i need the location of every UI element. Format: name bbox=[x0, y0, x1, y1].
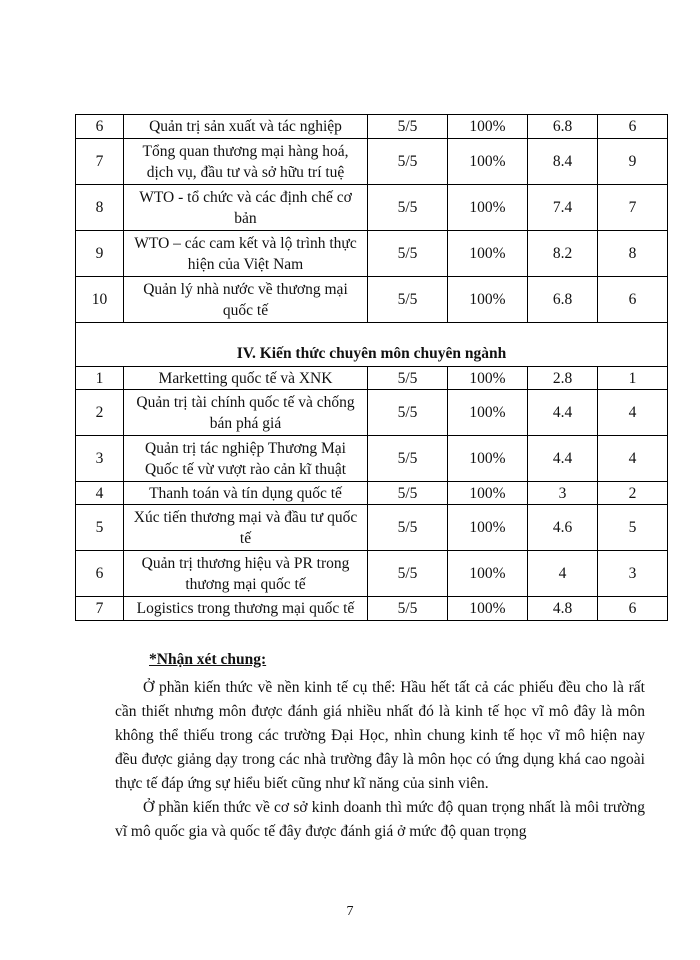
average-cell: 6.8 bbox=[528, 277, 598, 323]
rank-cell: 6 bbox=[598, 597, 668, 621]
subject-name: Logistics trong thương mại quốc tế bbox=[124, 597, 368, 621]
average-cell: 4.8 bbox=[528, 597, 598, 621]
remarks-heading: *Nhận xét chung: bbox=[149, 651, 267, 668]
table-row bbox=[76, 277, 668, 323]
section-row bbox=[76, 323, 668, 367]
rank-cell: 9 bbox=[598, 139, 668, 185]
row-number: 6 bbox=[76, 551, 124, 597]
general-remarks bbox=[115, 648, 645, 844]
rank-cell: 3 bbox=[598, 551, 668, 597]
score-cell: 5/5 bbox=[368, 505, 448, 551]
subject-name: Quản trị tài chính quốc tế và chống bán phá giá bbox=[124, 390, 368, 436]
percent-cell: 100% bbox=[448, 231, 528, 277]
subject-name: Tổng quan thương mại hàng hoá, dịch vụ, đầu tư và sở hữu trí tuệ bbox=[124, 139, 368, 185]
rank-cell: 4 bbox=[598, 390, 668, 436]
row-number: 10 bbox=[76, 277, 124, 323]
survey-table bbox=[75, 114, 668, 621]
percent-cell: 100% bbox=[448, 551, 528, 597]
rank-cell: 8 bbox=[598, 231, 668, 277]
table-row bbox=[76, 482, 668, 505]
percent-cell: 100% bbox=[448, 367, 528, 390]
table-row bbox=[76, 551, 668, 597]
score-cell: 5/5 bbox=[368, 277, 448, 323]
subject-name: Quản trị sản xuất và tác nghiệp bbox=[124, 115, 368, 139]
average-cell: 4.4 bbox=[528, 390, 598, 436]
average-cell: 7.4 bbox=[528, 185, 598, 231]
section-title: IV. Kiến thức chuyên môn chuyên ngành bbox=[76, 323, 668, 367]
average-cell: 4.4 bbox=[528, 436, 598, 482]
row-number: 7 bbox=[76, 597, 124, 621]
table-row bbox=[76, 390, 668, 436]
page-number: 7 bbox=[346, 904, 354, 919]
row-number: 2 bbox=[76, 390, 124, 436]
table-row bbox=[76, 139, 668, 185]
row-number: 6 bbox=[76, 115, 124, 139]
percent-cell: 100% bbox=[448, 597, 528, 621]
average-cell: 3 bbox=[528, 482, 598, 505]
score-cell: 5/5 bbox=[368, 367, 448, 390]
table-row bbox=[76, 367, 668, 390]
subject-name: Quản trị thương hiệu và PR trong thương mại quốc tế bbox=[124, 551, 368, 597]
row-number: 4 bbox=[76, 482, 124, 505]
score-cell: 5/5 bbox=[368, 482, 448, 505]
table-row bbox=[76, 185, 668, 231]
table-row bbox=[76, 597, 668, 621]
percent-cell: 100% bbox=[448, 185, 528, 231]
average-cell: 4.6 bbox=[528, 505, 598, 551]
score-cell: 5/5 bbox=[368, 139, 448, 185]
row-number: 5 bbox=[76, 505, 124, 551]
rank-cell: 1 bbox=[598, 367, 668, 390]
score-cell: 5/5 bbox=[368, 551, 448, 597]
table-row bbox=[76, 115, 668, 139]
subject-name: Quản lý nhà nước về thương mại quốc tế bbox=[124, 277, 368, 323]
rank-cell: 5 bbox=[598, 505, 668, 551]
score-cell: 5/5 bbox=[368, 436, 448, 482]
row-number: 3 bbox=[76, 436, 124, 482]
average-cell: 4 bbox=[528, 551, 598, 597]
subject-name: Thanh toán và tín dụng quốc tế bbox=[124, 482, 368, 505]
subject-name: Quản trị tác nghiệp Thương Mại Quốc tế vừ vượt rào cản kĩ thuật bbox=[124, 436, 368, 482]
rank-cell: 7 bbox=[598, 185, 668, 231]
row-number: 1 bbox=[76, 367, 124, 390]
score-cell: 5/5 bbox=[368, 115, 448, 139]
subject-name: WTO - tổ chức và các định chế cơ bản bbox=[124, 185, 368, 231]
percent-cell: 100% bbox=[448, 390, 528, 436]
average-cell: 8.4 bbox=[528, 139, 598, 185]
remarks-paragraph: Ở phần kiến thức về cơ sở kinh doanh thì mức độ quan trọng nhất là môi trường vĩ mô quốc gia và quốc tế đây được đánh giá ở mức độ quan trọng bbox=[115, 799, 645, 840]
row-number: 9 bbox=[76, 231, 124, 277]
rank-cell: 4 bbox=[598, 436, 668, 482]
rank-cell: 6 bbox=[598, 277, 668, 323]
score-cell: 5/5 bbox=[368, 231, 448, 277]
subject-name: Xúc tiến thương mại và đầu tư quốc tế bbox=[124, 505, 368, 551]
subject-name: Marketting quốc tế và XNK bbox=[124, 367, 368, 390]
subject-name: WTO – các cam kết và lộ trình thực hiện của Việt Nam bbox=[124, 231, 368, 277]
table-row bbox=[76, 436, 668, 482]
percent-cell: 100% bbox=[448, 482, 528, 505]
table-row bbox=[76, 505, 668, 551]
score-cell: 5/5 bbox=[368, 597, 448, 621]
table-row bbox=[76, 231, 668, 277]
row-number: 7 bbox=[76, 139, 124, 185]
percent-cell: 100% bbox=[448, 139, 528, 185]
row-number: 8 bbox=[76, 185, 124, 231]
percent-cell: 100% bbox=[448, 505, 528, 551]
score-cell: 5/5 bbox=[368, 185, 448, 231]
rank-cell: 6 bbox=[598, 115, 668, 139]
percent-cell: 100% bbox=[448, 277, 528, 323]
percent-cell: 100% bbox=[448, 115, 528, 139]
score-cell: 5/5 bbox=[368, 390, 448, 436]
average-cell: 6.8 bbox=[528, 115, 598, 139]
percent-cell: 100% bbox=[448, 436, 528, 482]
remarks-paragraph: Ở phần kiến thức về nền kinh tế cụ thể: Hầu hết tất cả các phiếu đều cho là rất cần thiết nhưng môn được đánh giá nhiều nhất đó là kinh tế học vĩ mô đây là môn không thể thiếu trong các trường Đại Học, nhìn chung kinh tế học vĩ mô hiện nay đều được giảng dạy trong các nhà trường đây là môn học có ứng dụng khá cao ngoài thực tế đáp ứng sự hiểu biết cũng như kĩ năng của sinh viên. bbox=[115, 679, 645, 792]
rank-cell: 2 bbox=[598, 482, 668, 505]
average-cell: 8.2 bbox=[528, 231, 598, 277]
average-cell: 2.8 bbox=[528, 367, 598, 390]
